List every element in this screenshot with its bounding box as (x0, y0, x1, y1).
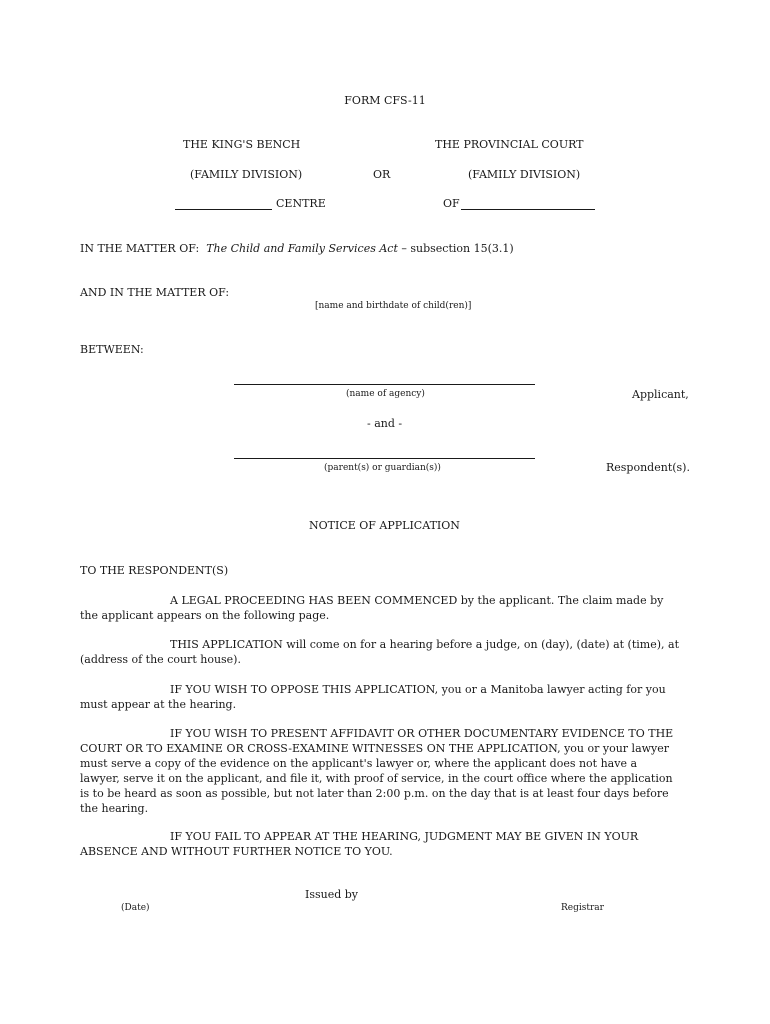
left-court-division: (FAMILY DIVISION) (190, 168, 303, 181)
matter-line (80, 242, 514, 255)
registrar-label: Registrar (561, 903, 604, 913)
date-label: (Date) (121, 903, 150, 913)
paragraph-evidence: IF YOU WISH TO PRESENT AFFIDAVIT OR OTHER DOCUMENTARY EVIDENCE TO THE COURT OR TO EXAMINE OR CROSS-EXAMINE WITNESSES ON THE APPLICATION, you or your lawyer must serve a copy of the evidence on the applicant's lawyer or, where the applicant does not have a lawyer, serve it on the applicant, and file it, with proof of service, in the court office where the application is to be heard as soon as possible, but not later than 2:00 p.m. on the day that is at least four days before the hearing. (80, 727, 674, 815)
applicant-role: Applicant, (632, 388, 689, 401)
right-court-name: THE PROVINCIAL COURT (435, 138, 584, 151)
child-caption: [name and birthdate of child(ren)] (315, 301, 472, 311)
left-court-name: THE KING'S BENCH (183, 138, 301, 151)
centre-blank-line[interactable] (175, 209, 272, 210)
applicant-caption: (name of agency) (346, 389, 425, 399)
paragraph-oppose: IF YOU WISH TO OPPOSE THIS APPLICATION, you or a Manitoba lawyer acting for you must appear at the hearing. (80, 683, 666, 711)
paragraph-commenced: A LEGAL PROCEEDING HAS BEEN COMMENCED by the applicant. The claim made by the applicant appears on the following page. (80, 594, 664, 622)
notice-title: NOTICE OF APPLICATION (309, 519, 460, 532)
centre-label: CENTRE (276, 197, 326, 210)
of-blank-line[interactable] (461, 209, 595, 210)
act-name: The Child and Family Services Act (206, 242, 398, 255)
respondent-role: Respondent(s). (606, 461, 690, 474)
respondent-caption: (parent(s) or guardian(s)) (324, 463, 441, 473)
and-label: - and - (367, 417, 403, 430)
between-label: BETWEEN: (80, 343, 144, 356)
respondent-blank-line[interactable] (234, 458, 535, 459)
form-title: FORM CFS-11 (344, 94, 426, 107)
right-court-division: (FAMILY DIVISION) (468, 168, 581, 181)
issued-by-label: Issued by (305, 888, 359, 901)
or-label: OR (373, 168, 391, 181)
paragraph-hearing: THIS APPLICATION will come on for a hearing before a judge, on (day), (date) at (time), at (address of the court house). (80, 638, 679, 666)
matter-label: IN THE MATTER OF: (80, 242, 200, 255)
to-respondents-label: TO THE RESPONDENT(S) (80, 564, 229, 577)
applicant-blank-line[interactable] (234, 384, 535, 385)
act-section: – subsection 15(3.1) (401, 242, 514, 255)
paragraph-fail-to-appear: IF YOU FAIL TO APPEAR AT THE HEARING, JUDGMENT MAY BE GIVEN IN YOUR ABSENCE AND WITHOUT FURTHER NOTICE TO YOU. (80, 830, 639, 858)
matter2-label: AND IN THE MATTER OF: (80, 286, 230, 299)
of-label: OF (443, 197, 460, 210)
